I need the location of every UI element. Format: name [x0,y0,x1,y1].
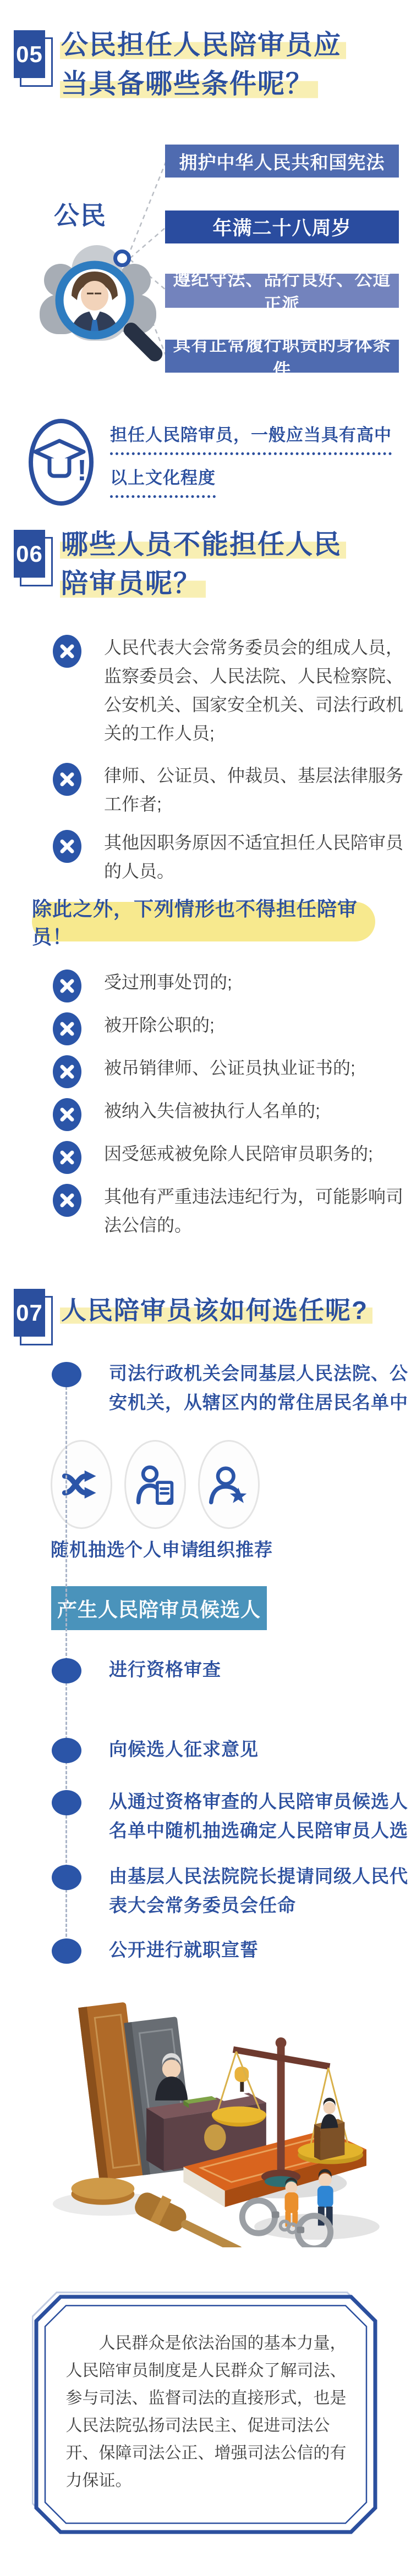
method-label: 个人申请 [124,1539,199,1560]
citizen-magnifier-icon [29,229,166,383]
x-icon [52,1098,82,1132]
section-05-header [14,30,411,103]
section-06-badge [14,530,53,586]
section-07-header [14,1289,411,1345]
note-line: 以上文化程度 [110,464,216,498]
condition-bar: 拥护中华人民共和国宪法 [165,145,399,178]
condition-bar: 年满二十八周岁 [165,210,399,243]
title-line: 哪些人员不能担任人民 [60,530,346,559]
method-label: 组织推荐 [198,1539,273,1560]
link-node-icon [113,250,131,267]
section-07-title [60,1292,372,1328]
flow-step-text: 从通过资格审查的人民陪审员候选人名单中随机抽选确定人民陪审员人选 [109,1791,408,1841]
education-note-text [110,421,392,507]
citizen-label: 公民 [54,201,107,230]
x-icon [52,969,82,1003]
personal-application-icon [134,1464,176,1505]
note-line: 担任人民陪审员，一般应当具有高中 [110,421,392,455]
title-line: 陪审员呢？ [60,569,206,599]
list-item [52,828,411,885]
list-item [52,1096,411,1132]
x-icon [52,1055,82,1089]
list-item [52,633,411,747]
selection-methods [51,1440,411,1561]
method-circle [124,1440,186,1529]
flow-step-text: 公开进行就职宣誓 [109,1940,259,1960]
section-05-badge [14,30,53,86]
bullet-dot-icon [52,1658,81,1683]
organization-recommendation-icon [208,1464,250,1505]
method-circle [198,1440,260,1529]
x-icon [52,634,82,668]
list-item [52,761,411,818]
flow-step [0,1655,411,1684]
candidate-banner: 产生人民陪审员候选人 [51,1586,267,1630]
badge-number: 06 [14,530,45,578]
method-personal-application [124,1440,199,1561]
condition-bar: 遵纪守法、品行良好、公道正派 [165,274,399,308]
list-item-text: 受过刑事处罚的; [104,972,232,993]
flow-step [0,1735,411,1764]
list-item [52,1139,411,1175]
bullet-dot-icon [52,1790,81,1815]
svg-text:!: ! [77,454,87,487]
section-06-header [14,530,411,603]
title-line: 当具备哪些条件呢？ [60,69,318,99]
list-item-text: 被开除公职的; [104,1015,215,1035]
list-item-text: 其他有严重违法违纪行为，可能影响司法公信的。 [104,1187,404,1236]
section-07-badge [14,1289,53,1345]
title-line: 公民担任人民陪审员应 [60,30,346,60]
flow-step [0,1787,411,1845]
bullet-dot-icon [52,1938,81,1964]
flow-step [0,1935,411,1964]
footer-note-box [32,2291,380,2538]
x-icon [52,1183,82,1217]
x-icon [52,1140,82,1175]
bullet-dot-icon [52,1362,81,1387]
education-note [26,417,411,508]
courtroom-illustration [18,1981,392,2247]
flow-step [0,1359,411,1417]
additional-prohibition-banner: 除此之外，下列情形也不得担任陪审员！ [32,902,375,941]
method-label: 随机抽选 [51,1539,125,1560]
title-line: 人民陪审员该如何选任呢? [60,1296,372,1325]
section-05-title [60,26,346,103]
list-item-text: 其他因职务原因不适宜担任人民陪审员的人员。 [104,833,404,882]
flow-step-text: 由基层人民法院院长提请同级人民代表大会常务委员会任命 [109,1866,408,1916]
method-circle [51,1440,112,1529]
bullet-dot-icon [52,1738,81,1763]
prohibited-by-position-list [52,633,411,885]
method-organization-recommendation [198,1440,273,1561]
list-item-text: 被纳入失信被执行人名单的; [104,1101,320,1121]
citizen-conditions-diagram [0,125,411,403]
graduation-cap-icon [26,417,96,508]
method-random [51,1440,125,1561]
section-06-title [60,525,346,603]
badge-number: 05 [14,30,45,78]
list-item [52,968,411,1003]
list-item-text: 律师、公证员、仲裁员、基层法律服务工作者; [104,766,404,815]
x-icon [52,829,82,863]
list-item-text: 人民代表大会常务委员会的组成人员，监察委员会、人民法院、人民检察院、公安机关、国家安全机关、司法行政机关的工作人员; [104,638,404,744]
bullet-dot-icon [52,1865,81,1890]
x-icon [52,762,82,796]
flow-step [0,1862,411,1920]
selection-process-flow [0,1359,411,1964]
flow-step-text: 向候选人征求意见 [109,1739,259,1760]
list-item [52,1011,411,1046]
badge-number: 07 [14,1289,45,1337]
prohibited-by-conduct-list [52,968,411,1239]
list-item-text: 被吊销律师、公证员执业证书的; [104,1058,355,1078]
x-icon [52,1012,82,1046]
flow-step-text: 司法行政机关会同基层人民法院、公安机关，从辖区内的常住居民名单中 [109,1363,408,1413]
footer-note-text: 人民群众是依法治国的基本力量，人民陪审员制度是人民群众了解司法、参与司法、监督司法的直接形式，也是人民法院弘扬司法民主、促进司法公开、保障司法公正、增强司法公信的有力保证。 [65,2334,347,2490]
list-item [52,1054,411,1089]
list-item-text: 因受惩戒被免除人民陪审员职务的; [104,1144,373,1164]
flow-step-text: 进行资格审查 [109,1659,221,1680]
list-item [52,1182,411,1239]
condition-bar: 具有正常履行职责的身体条件 [165,340,399,373]
